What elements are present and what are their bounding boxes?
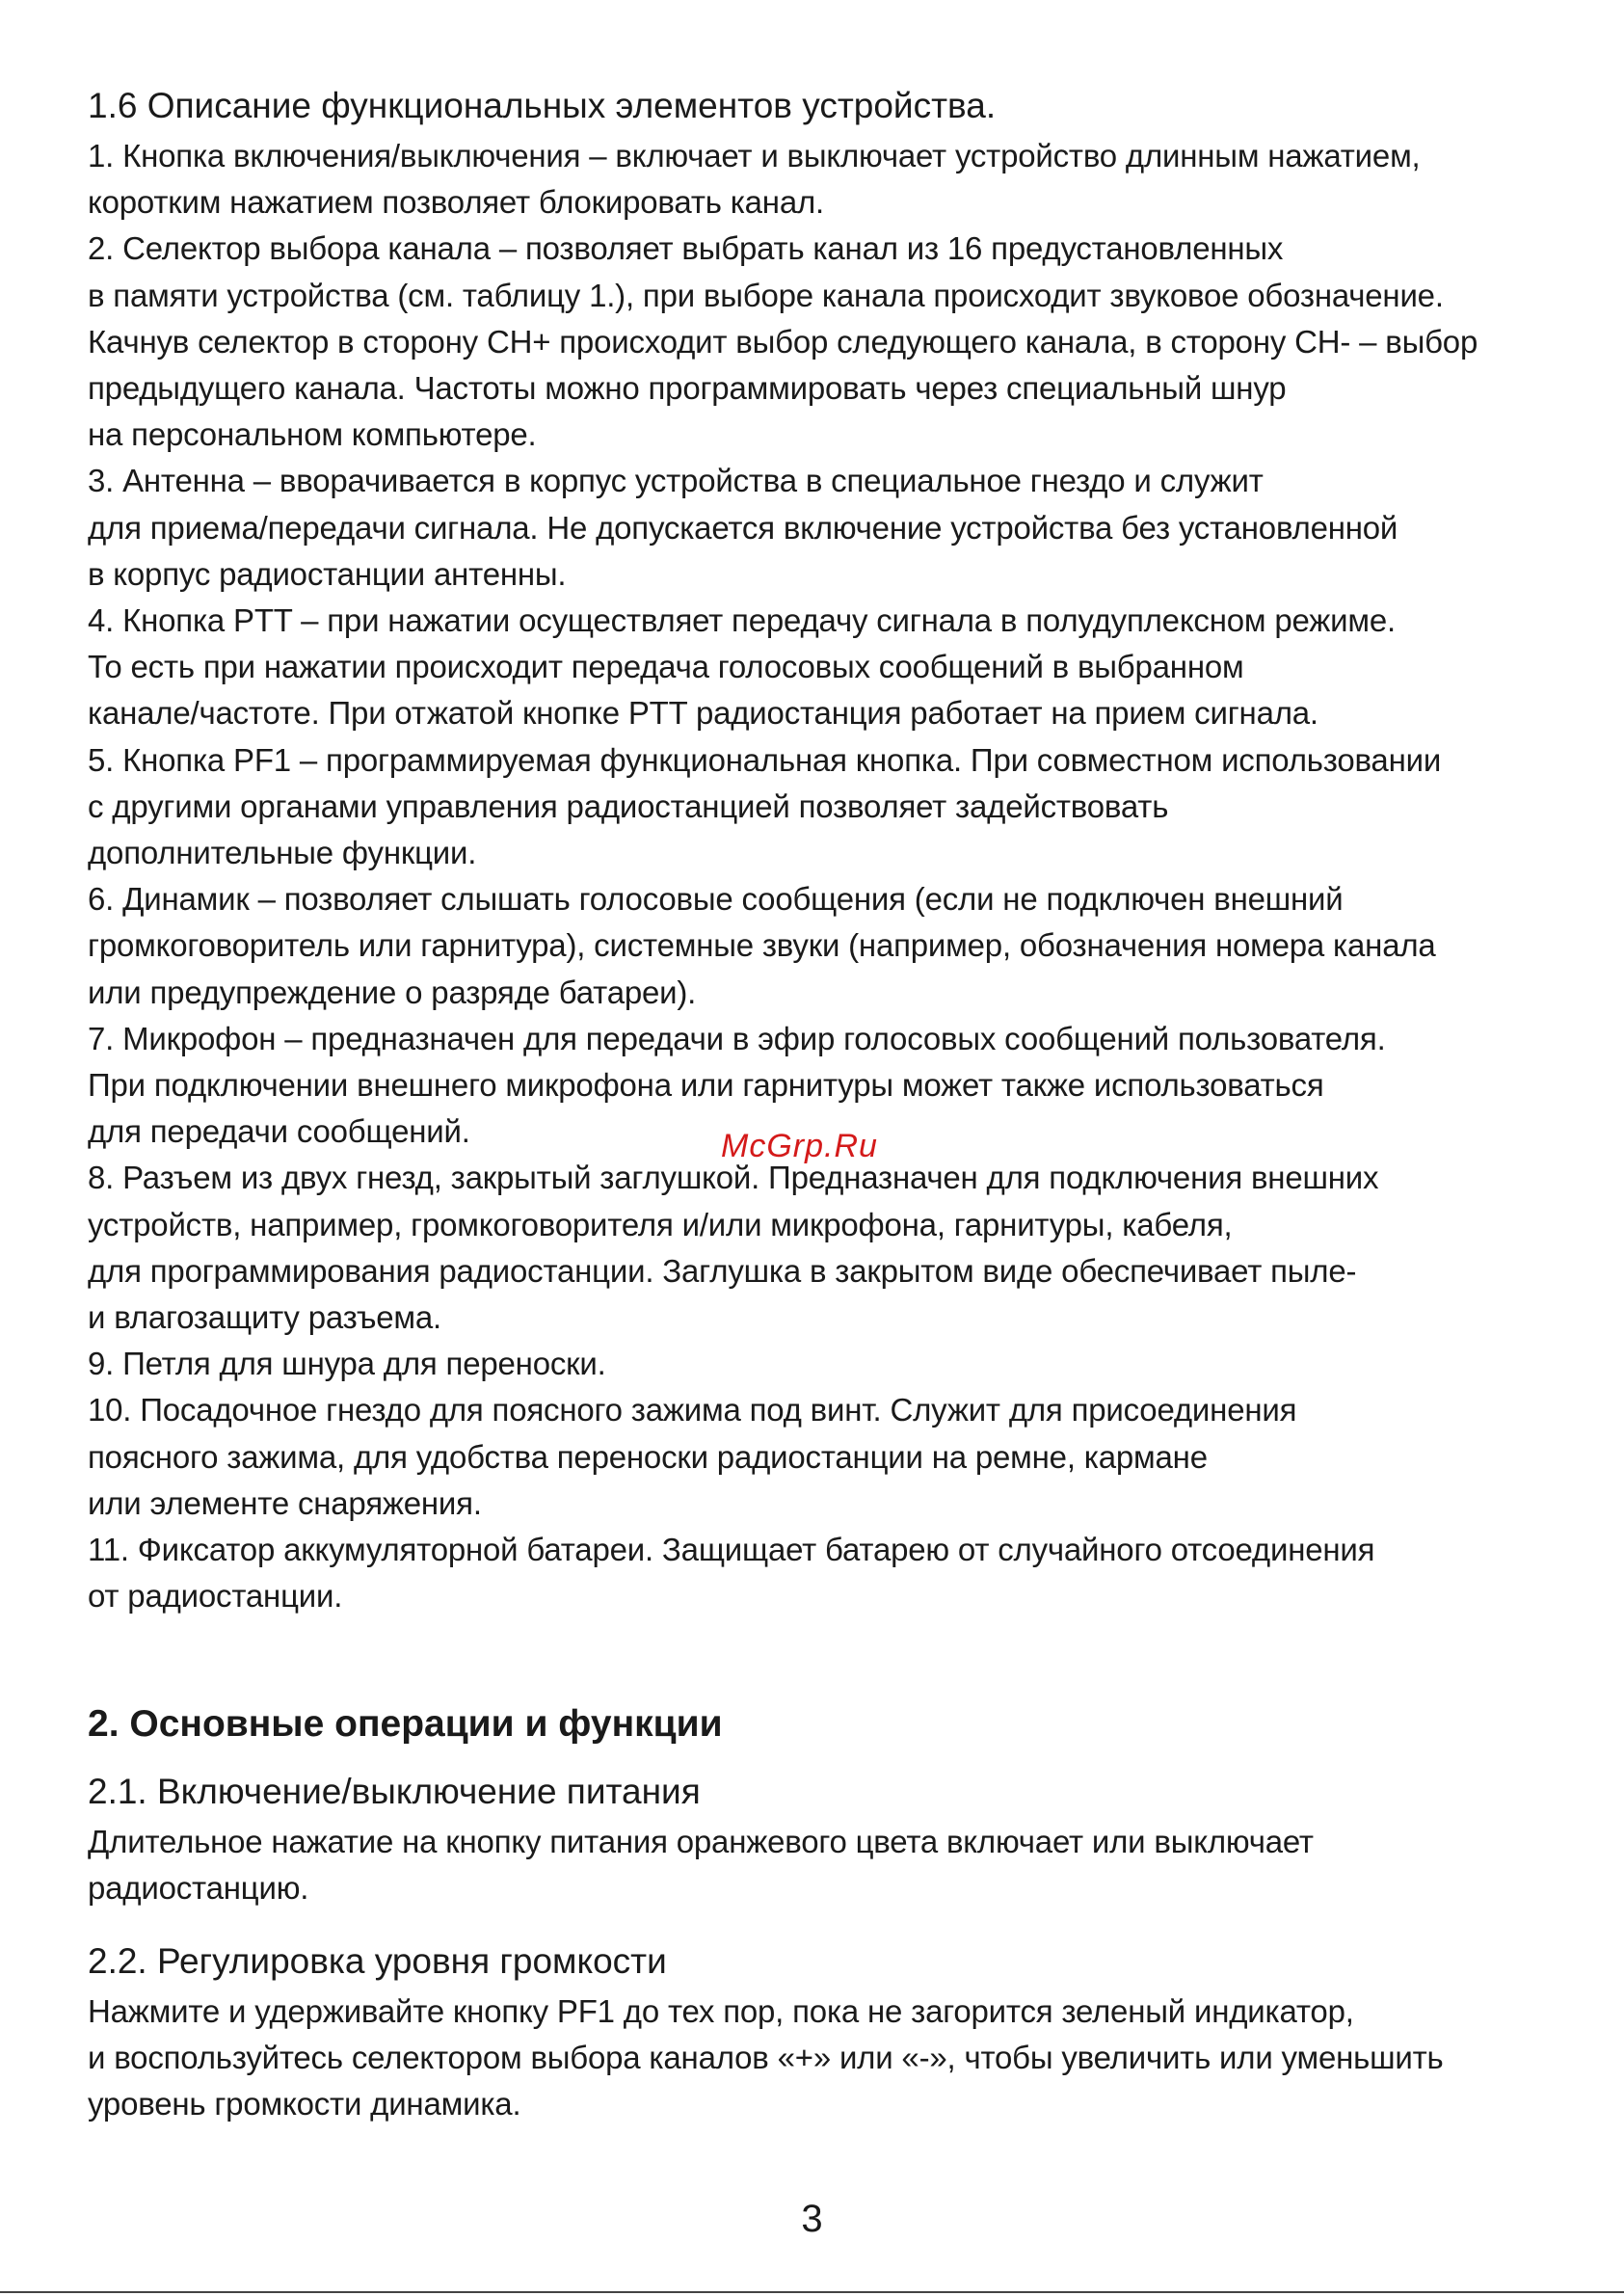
spacer [88, 1620, 1553, 1697]
section-1-6-body [88, 133, 1553, 1620]
watermark: McGrp.Ru [721, 1128, 878, 1164]
paragraph: Длительное нажатие на кнопку питания оранжевого цвета включает или выключает радиостанцию. [88, 1823, 1314, 1906]
spacer [88, 1911, 1553, 1935]
section-2-1-heading: 2.1. Включение/выключение питания [88, 1771, 701, 1811]
section-2-2-body [88, 1989, 1553, 2128]
list-item: 1. Кнопка включения/выключения – включает и выключает устройство длинным нажатием, коротким нажатием позволяет блокировать канал. [88, 138, 1421, 221]
list-item: 9. Петля для шнура для переноски. [88, 1346, 606, 1382]
section-2-1-body [88, 1819, 1553, 1911]
section-1-6-heading: 1.6 Описание функциональных элементов устройства. [88, 86, 997, 125]
bottom-divider [0, 2291, 1624, 2293]
list-item: 3. Антенна – вворачивается в корпус устройства в специальное гнездо и служит для приема/передачи сигнала. Не допускается включение устройства без установленной в корпус радиостанции антенны. [88, 463, 1398, 592]
list-item: 5. Кнопка PF1 – программируемая функциональная кнопка. При совместном использовании с другими органами управления радиостанцией позволяет задействовать дополнительные функции. [88, 741, 1442, 871]
list-item: 4. Кнопка PTT – при нажатии осуществляет передачу сигнала в полудуплексном режиме. То есть при нажатии происходит передача голосовых сообщений в выбранном канале/частоте. При отжатой кнопке PTT радиостанция работает на прием сигнала. [88, 602, 1397, 732]
list-item: 8. Разъем из двух гнезд, закрытый заглушкой. Предназначен для подключения внешних устройств, например, громкоговорителя и/или микрофона, гарнитуры, кабеля, для программирования радиостанции. Заглушка в закрытом виде обеспечивает пыле- и влагозащиту разъема. [88, 1160, 1379, 1336]
list-item: 2. Селектор выбора канала – позволяет выбрать канал из 16 предустановленных в памяти устройства (см. таблицу 1.), при выборе канала происходит звуковое обозначение. Качнув селектор в сторону CH+ происходит выбор следующего канала, в сторону CH- – выбор предыдущего канала. Частоты можно программировать через специальный шнур на персональном компьютере. [88, 230, 1478, 453]
document-page [88, 79, 1553, 2128]
list-item: 11. Фиксатор аккумуляторной батареи. Защищает батарею от случайного отсоединения от радиостанции. [88, 1532, 1375, 1615]
paragraph: Нажмите и удерживайте кнопку PF1 до тех пор, пока не загорится зеленый индикатор, и воспользуйтесь селектором выбора каналов «+» или «-», чтобы увеличить или уменьшить уровень громкости динамика. [88, 1992, 1444, 2122]
section-2-heading: 2. Основные операции и функции [88, 1702, 723, 1745]
list-item: 10. Посадочное гнездо для поясного зажима под винт. Служит для присоединения поясного зажима, для удобства переноски радиостанции на ремне, кармане или элементе снаряжения. [88, 1392, 1297, 1521]
section-2-2-heading: 2.2. Регулировка уровня громкости [88, 1940, 667, 1981]
list-item: 6. Динамик – позволяет слышать голосовые сообщения (если не подключен внешний громкоговоритель или гарнитура), системные звуки (например, обозначения номера канала или предупреждение о разряде батареи). [88, 881, 1436, 1010]
spacer [88, 1751, 1553, 1765]
list-item: 7. Микрофон – предназначен для передачи в эфир голосовых сообщений пользователя. При подключении внешнего микрофона или гарнитуры может также использоваться для передачи сообщений. [88, 1020, 1386, 1150]
page-number: 3 [801, 2198, 823, 2240]
